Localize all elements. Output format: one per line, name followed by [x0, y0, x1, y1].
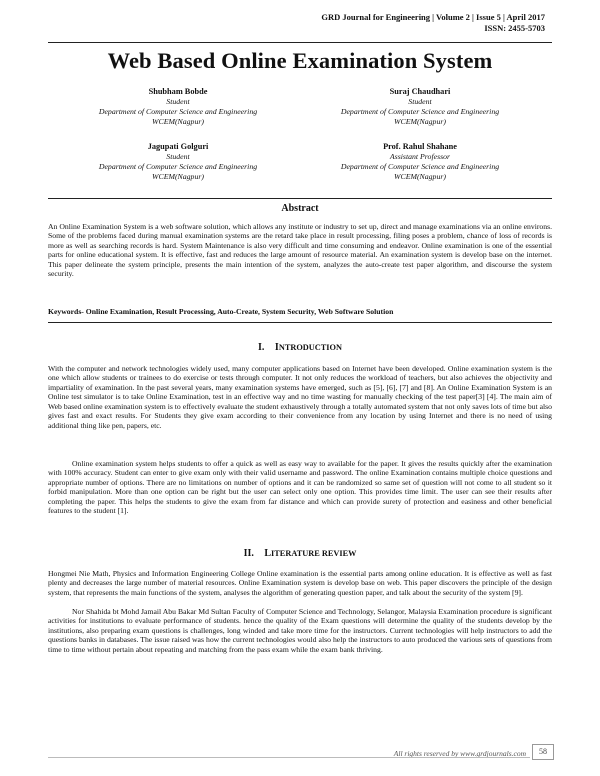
abstract-text: An Online Examination System is a web software solution, which allows any institute or industry to set up, direct and manage examinations via an online environs. Some of the problems faced during manual examination systems are the retard take place in result processing, filing poses a problem, chance of loss of records is more as well as searching records is hard. System Maintenance is also very difficult and time consuming and endeavor. Online examination is one of the essential parts for online educational system. It is effective, fast and reduces the large amount of resource material. An examination system is develop base on the internet. This paper delineate the system principle, presents the main intention of the system, analyzes the auto-create test paper algorithm, and discourse the system security.: [48, 222, 552, 279]
section-heading-literature-review: [48, 548, 552, 559]
section-initial: I: [274, 342, 279, 353]
author-dept: Department of Computer Science and Engineering: [98, 107, 258, 116]
section-number: I.: [258, 342, 265, 353]
author-name: Shubham Bobde: [148, 87, 208, 96]
author-org: WCEM(Nagpur): [394, 117, 446, 126]
lit-paragraph-2: Nor Shahida bt Mohd Jamail Abu Bakar Md Sultan Faculty of Computer Science and Technology, Selangor, Malaysia Examination procedure is significant activities for institutions to evaluate performance of students. hence the quality of the Exam questions will determine the quality of the students develop by the institutions, also preparing exam questions is challenges, long winded and take more time for the instructors. Current technologies will help instructors to add the questions banks in databases. The issue raised was how the current technologies would also help the instructors to auto produced the various sets of questions from time to time without pertain about repeating and matching from the pass exam while the exam bank thriving.: [48, 607, 552, 654]
author-block: [58, 87, 298, 127]
footer-rule: [48, 757, 530, 758]
author-org: WCEM(Nagpur): [152, 172, 204, 181]
header-rule: [48, 42, 552, 43]
intro-paragraph-1: With the computer and network technologies widely used, many computer applications based on Internet have been developed. Online examination system is the one which allow students or trainees to do exercise or tests through computer. It not only reduces the workload of teachers, but also achieves the objectivity and impartiality of examination. In the past several years, many examination systems have emerged, such as [5], [6], [7] and [8]. An Online Examination System is an Online test simulator is to take Online Examination, test in an effective way and no time wasting for manually checking of the test paper[3] [4]. The main aim of Web based online examination system is to effectively evaluate the student exhaustively through a totally automated system that not only saves lots of time but also gives fast and exact results. For Students they give exam according to their convenience from any location by using Internet and there is no need of using additional thing like pen, papers, etc.: [48, 364, 552, 430]
abstract-rule-bottom: [48, 322, 552, 323]
journal-header: [321, 12, 545, 34]
author-role: Student: [166, 152, 190, 161]
author-role: Student: [408, 97, 432, 106]
lit-paragraph-1: Hongmei Nie Math, Physics and Information Engineering College Online examination is the essential parts among online education. It is effective as well as fast plenty and decreases the large number of material resources. Online Examination system is develop base on web. This paper discovers the principle of the design system, that represents the main functions of the system, analyses the algorithm of generating question paper, and talk about the security of the system [9].: [48, 569, 552, 597]
author-name: Prof. Rahul Shahane: [383, 142, 457, 151]
section-title-rest: NTRODUCTION: [278, 343, 342, 352]
section-number: II.: [243, 548, 254, 559]
keywords: Keywords- Online Examination, Result Processing, Auto-Create, System Security, Web Software Solution: [48, 307, 394, 316]
intro-paragraph-2: Online examination system helps students to offer a quick as well as easy way to available for the paper. It gives the results quickly after the examination with 100% accuracy. Student can enter to give exam only with their valid username and password. The online Examination contains multiple choice questions and appropriate number of options. There are no limitations on number of options and it can be randomized so same set of question will not come to all student so it forbid manipulation. More than one option can be right but the user can select only one option. This provides time limit. The user can see their results after completing the paper. This helps the students to give the exam from far distance and which can provide surety of protection and easiness and other beneficial features to the student [1].: [48, 459, 552, 516]
author-block: [58, 142, 298, 182]
author-block: [300, 87, 540, 127]
abstract-heading: Abstract: [281, 203, 319, 214]
abstract-rule-top: [48, 198, 552, 199]
page-number: 58: [532, 744, 554, 760]
author-block: [300, 142, 540, 182]
section-heading-introduction: [48, 342, 552, 353]
author-name: Jagupati Golguri: [147, 142, 209, 151]
journal-header-issn: ISSN: 2455-5703: [484, 23, 545, 33]
author-dept: Department of Computer Science and Engineering: [98, 162, 258, 171]
section-title-rest: ITERATURE REVIEW: [271, 549, 357, 558]
author-org: WCEM(Nagpur): [394, 172, 446, 181]
author-role: Assistant Professor: [389, 152, 451, 161]
author-dept: Department of Computer Science and Engineering: [340, 107, 500, 116]
section-initial: L: [264, 548, 272, 559]
author-role: Student: [166, 97, 190, 106]
author-dept: Department of Computer Science and Engineering: [340, 162, 500, 171]
journal-header-line1: GRD Journal for Engineering | Volume 2 | Issue 5 | April 2017: [321, 12, 545, 22]
footer-copyright: All rights reserved by www.grdjournals.com: [393, 749, 526, 758]
author-org: WCEM(Nagpur): [152, 117, 204, 126]
paper-title: Web Based Online Examination System: [107, 48, 493, 73]
author-name: Suraj Chaudhari: [389, 87, 451, 96]
